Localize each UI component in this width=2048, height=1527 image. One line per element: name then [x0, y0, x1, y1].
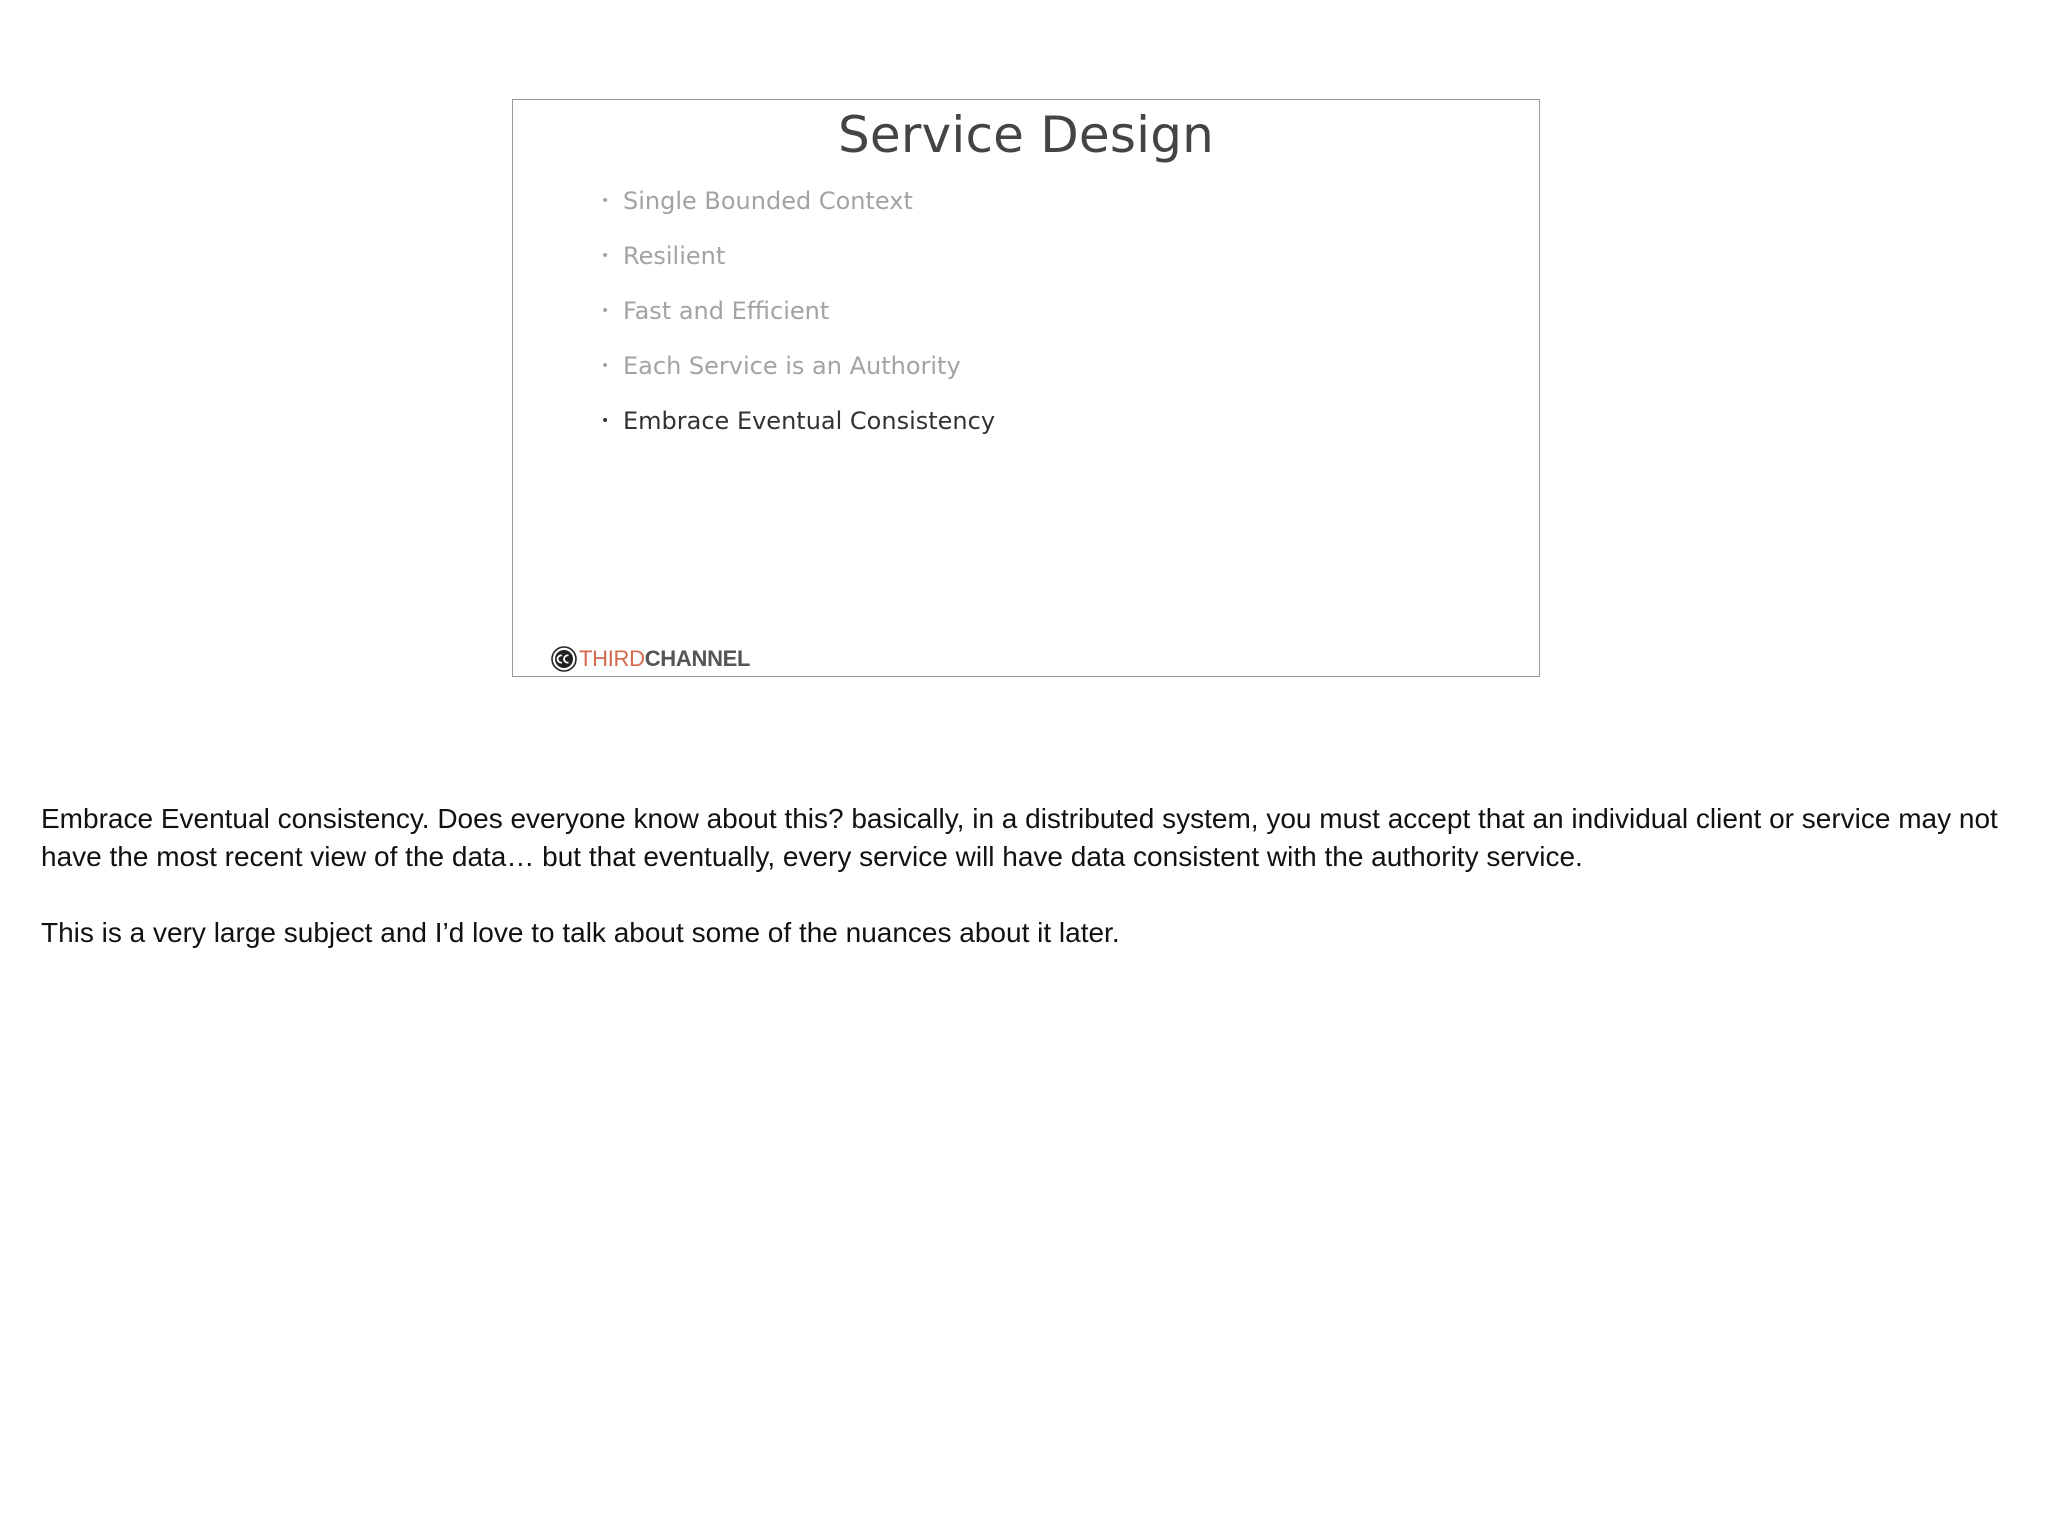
notes-paragraph: Embrace Eventual consistency. Does everyone know about this? basically, in a distributed system, you must accept that an individual client or service may not have the most recent view of the data… but that eventually, every service will have data consistent with the authority service. [41, 803, 1998, 872]
bullet-dot-icon: • [601, 248, 610, 264]
bullet-item [601, 404, 995, 459]
bullet-item [601, 239, 995, 294]
bullet-text: Fast and Efficient [623, 297, 830, 325]
third-channel-logo-icon [551, 646, 577, 672]
slide-title: Service Design [837, 106, 1215, 164]
bullet-dot-icon: • [601, 303, 610, 319]
bullet-dot-icon: • [601, 413, 610, 429]
presenter-notes [41, 800, 2021, 990]
bullet-item [601, 349, 995, 404]
notes-paragraph: This is a very large subject and I’d love to talk about some of the nuances about it later. [41, 917, 1120, 948]
bullet-item [601, 184, 995, 239]
slide-preview [512, 99, 1540, 677]
bullet-text: Each Service is an Authority [623, 352, 961, 380]
logo-text-channel: CHANNEL [644, 646, 751, 671]
bullet-text: Resilient [623, 242, 726, 270]
bullet-list [601, 184, 995, 459]
bullet-item [601, 294, 995, 349]
bullet-text: Single Bounded Context [623, 187, 913, 215]
bullet-dot-icon: • [601, 193, 610, 209]
logo-text-third: THIRD [579, 646, 645, 671]
bullet-text: Embrace Eventual Consistency [623, 407, 996, 435]
bullet-dot-icon: • [601, 358, 610, 374]
third-channel-logo [551, 644, 750, 674]
